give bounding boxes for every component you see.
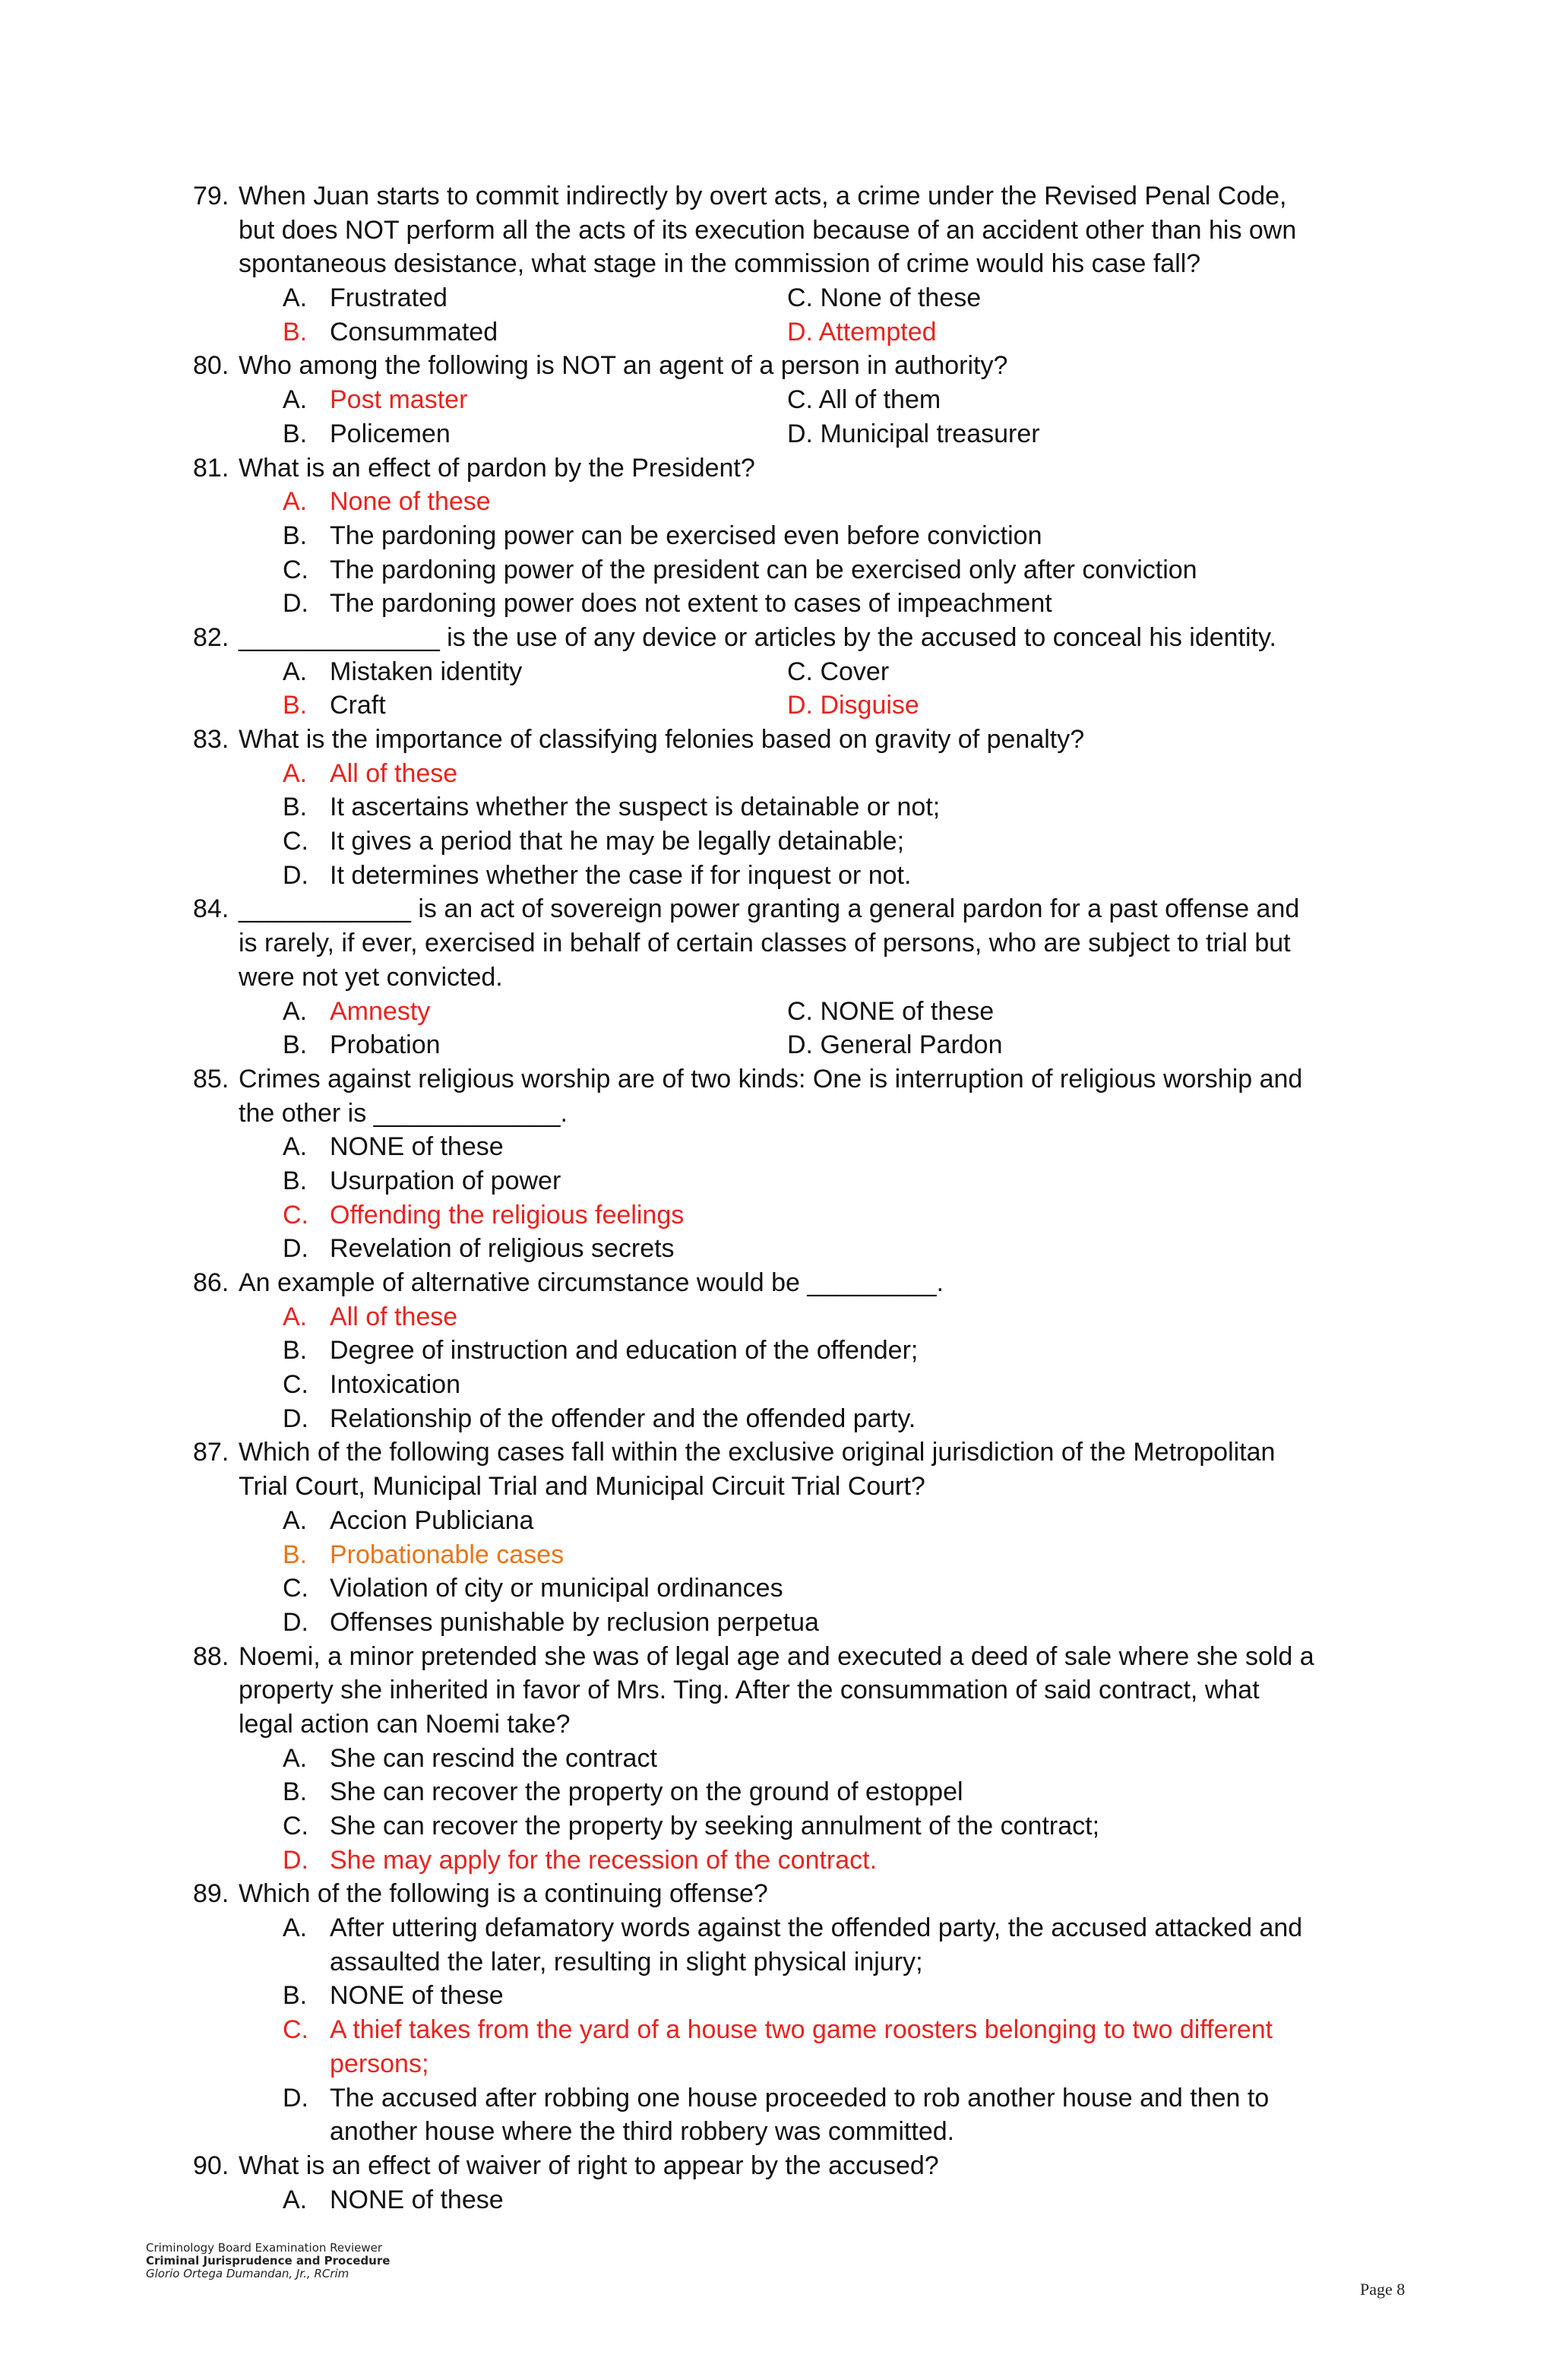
option-letter: B. <box>283 419 308 448</box>
question-line <box>0 451 1556 486</box>
question-text: An example of alternative circumstance would be _________. <box>239 1268 944 1297</box>
question-number: 88. <box>193 1641 229 1671</box>
option-text: After uttering defamatory words against the offended party, the accused attacked and <box>330 1913 1303 1943</box>
question-number: 79. <box>193 182 229 210</box>
option-text: Accion Publiciana <box>330 1505 534 1535</box>
option-text: NONE of these <box>330 2185 504 2214</box>
question-line <box>0 2149 1556 2183</box>
question-number: 87. <box>193 1438 229 1467</box>
question-number: 90. <box>193 2151 229 2180</box>
option-line <box>0 2081 1556 2116</box>
question-number: 83. <box>193 725 229 754</box>
option-line <box>0 1809 1556 1844</box>
option-text: It gives a period that he may be legally detainable; <box>330 827 905 856</box>
option-letter: D. <box>283 860 308 890</box>
option-text: The pardoning power can be exercised even before conviction <box>330 521 1042 550</box>
question-text: When Juan starts to commit indirectly by overt acts, a crime under the Revised Penal Code, <box>239 182 1287 210</box>
question-text: spontaneous desistance, what stage in the commission of crime would his case fall? <box>239 249 1201 279</box>
option-line <box>0 790 1556 824</box>
option-line <box>0 1775 1556 1809</box>
option-text: She can recover the property on the ground of estoppel <box>330 1777 963 1807</box>
option-text: The accused after robbing one house proceeded to rob another house and then to <box>330 2083 1270 2113</box>
option-line <box>0 587 1556 621</box>
question-continuation <box>0 926 1556 961</box>
option-text: Relationship of the offender and the offended party. <box>330 1404 916 1433</box>
option-letter: B. <box>283 1981 308 2011</box>
question-text: legal action can Noemi take? <box>239 1709 571 1739</box>
question-text: What is the importance of classifying felonies based on gravity of penalty? <box>239 725 1085 754</box>
question-continuation <box>0 247 1556 281</box>
option-letter: D. <box>283 2083 308 2113</box>
option-line <box>0 688 1556 723</box>
option-letter: A. <box>283 1302 308 1331</box>
option-line <box>0 281 1556 315</box>
question-line <box>0 349 1556 383</box>
option-letter: D. <box>283 589 308 619</box>
question-line <box>0 892 1556 926</box>
option-letter: B. <box>283 1540 308 1569</box>
option-letter: A. <box>283 1913 308 1943</box>
option-text: NONE of these <box>330 1132 504 1162</box>
option-text-right: D. Attempted <box>787 317 937 347</box>
question-text: but does NOT perform all the acts of its execution because of an accident other than his own <box>239 215 1297 245</box>
option-line <box>0 1334 1556 1368</box>
option-letter: C. <box>283 1370 308 1400</box>
question-list <box>0 179 1556 2217</box>
option-text: Probationable cases <box>330 1540 565 1569</box>
option-text: It ascertains whether the suspect is detainable or not; <box>330 793 941 822</box>
option-text-right: C. None of these <box>787 283 982 313</box>
option-text: Policemen <box>330 419 451 448</box>
option-text: Degree of instruction and education of the offender; <box>330 1336 919 1366</box>
option-letter: C. <box>283 2015 308 2045</box>
option-line <box>0 1945 1556 1980</box>
option-line <box>0 1538 1556 1572</box>
question-line <box>0 1266 1556 1300</box>
question-text: property she inherited in favor of Mrs. Ting. After the consummation of said contract, what <box>239 1676 1260 1705</box>
option-text: None of these <box>330 487 491 517</box>
option-letter: A. <box>283 1132 308 1162</box>
option-text: NONE of these <box>330 1981 504 2011</box>
option-line <box>0 1028 1556 1062</box>
option-line <box>0 2115 1556 2149</box>
option-line <box>0 1164 1556 1198</box>
option-line <box>0 1198 1556 1233</box>
option-text: persons; <box>330 2049 429 2078</box>
question-continuation <box>0 1097 1556 1131</box>
option-text: Violation of city or municipal ordinances <box>330 1574 783 1603</box>
option-line <box>0 1844 1556 1878</box>
option-line <box>0 383 1556 417</box>
option-text: Frustrated <box>330 283 448 313</box>
option-text: She can recover the property by seeking annulment of the contract; <box>330 1812 1100 1840</box>
option-text: Offending the religious feelings <box>330 1200 685 1230</box>
footer-author: Glorio Ortega Dumandan, Jr., RCrim <box>146 2267 349 2280</box>
option-text: She can rescind the contract <box>330 1743 657 1773</box>
option-text: Consummated <box>330 317 498 347</box>
option-text-right: D. Municipal treasurer <box>787 419 1040 448</box>
question-number: 85. <box>193 1064 229 1093</box>
option-letter: D. <box>283 1404 308 1433</box>
option-line <box>0 1606 1556 1640</box>
question-number: 84. <box>193 894 229 924</box>
option-letter: C. <box>283 827 308 856</box>
option-text-right: D. General Pardon <box>787 1030 1003 1060</box>
page-number: Page 8 <box>1360 2280 1406 2299</box>
question-number: 81. <box>193 453 229 483</box>
question-text: Which of the following is a continuing offense? <box>239 1879 768 1909</box>
option-text: All of these <box>330 758 458 788</box>
option-text: The pardoning power of the president can be exercised only after conviction <box>330 555 1197 584</box>
option-line <box>0 485 1556 519</box>
option-line <box>0 1742 1556 1776</box>
question-continuation <box>0 961 1556 995</box>
option-letter: A. <box>283 1743 308 1773</box>
question-text: ____________ is an act of sovereign power granting a general pardon for a past offense and <box>239 894 1300 924</box>
option-text: Amnesty <box>330 996 431 1026</box>
question-text: the other is _____________. <box>239 1098 568 1128</box>
option-text: another house where the third robbery was committed. <box>330 2117 955 2147</box>
option-text: Mistaken identity <box>330 657 523 686</box>
option-line <box>0 2013 1556 2047</box>
option-line <box>0 757 1556 791</box>
question-number: 86. <box>193 1268 229 1297</box>
question-text: is rarely, if ever, exercised in behalf of certain classes of persons, who are subject to trial but <box>239 929 1291 958</box>
option-line <box>0 417 1556 451</box>
option-text: Intoxication <box>330 1370 460 1400</box>
question-line <box>0 1062 1556 1097</box>
question-text: were not yet convicted. <box>239 962 503 992</box>
option-line <box>0 1368 1556 1402</box>
option-letter: B. <box>283 1166 308 1195</box>
option-line <box>0 519 1556 553</box>
option-letter: B. <box>283 1030 308 1060</box>
option-letter: A. <box>283 385 308 415</box>
question-text: Who among the following is NOT an agent of a person in authority? <box>239 351 1008 381</box>
question-number: 80. <box>193 351 229 381</box>
option-letter: B. <box>283 1777 308 1807</box>
option-letter: B. <box>283 793 308 822</box>
option-line <box>0 1979 1556 2013</box>
option-text: She may apply for the recession of the contract. <box>330 1845 878 1875</box>
question-text: Noemi, a minor pretended she was of legal age and executed a deed of sale where she sold a <box>239 1641 1314 1671</box>
option-letter: B. <box>283 1336 308 1366</box>
option-text-right: D. Disguise <box>787 691 919 720</box>
option-letter: A. <box>283 758 308 788</box>
question-text: What is an effect of waiver of right to appear by the accused? <box>239 2151 939 2180</box>
option-letter: B. <box>283 317 308 347</box>
option-text: All of these <box>330 1302 458 1331</box>
question-text: What is an effect of pardon by the President? <box>239 453 755 483</box>
question-line <box>0 1640 1556 1674</box>
option-line <box>0 315 1556 350</box>
question-line <box>0 723 1556 757</box>
option-letter: D. <box>283 1607 308 1637</box>
option-letter: C. <box>283 1574 308 1603</box>
option-letter: C. <box>283 1812 308 1840</box>
question-number: 82. <box>193 622 229 652</box>
option-line <box>0 1130 1556 1164</box>
question-text: Crimes against religious worship are of two kinds: One is interruption of religious worship and <box>239 1064 1303 1093</box>
question-continuation <box>0 214 1556 248</box>
document-footer <box>146 2242 390 2280</box>
option-letter: A. <box>283 487 308 517</box>
option-text: Usurpation of power <box>330 1166 561 1195</box>
question-text: Trial Court, Municipal Trial and Municipal Circuit Trial Court? <box>239 1472 925 1502</box>
option-letter: A. <box>283 996 308 1026</box>
question-text: Which of the following cases fall within the exclusive original jurisdiction of the Metropolitan <box>239 1438 1276 1467</box>
option-line <box>0 655 1556 689</box>
option-text: It determines whether the case if for inquest or not. <box>330 860 912 890</box>
question-line <box>0 621 1556 655</box>
question-continuation <box>0 1470 1556 1504</box>
option-text: Craft <box>330 691 386 720</box>
option-text: Revelation of religious secrets <box>330 1234 675 1264</box>
option-letter: A. <box>283 1505 308 1535</box>
option-line <box>0 1911 1556 1945</box>
question-line <box>0 1877 1556 1911</box>
option-text: Post master <box>330 385 468 415</box>
option-letter: B. <box>283 691 308 720</box>
option-letter: A. <box>283 283 308 313</box>
question-line <box>0 1435 1556 1470</box>
option-text: Offenses punishable by reclusion perpetua <box>330 1607 819 1637</box>
question-text: ______________ is the use of any device or articles by the accused to conceal his identity. <box>239 622 1276 652</box>
option-line <box>0 1571 1556 1606</box>
footer-reviewer-title: Criminology Board Examination Reviewer <box>146 2241 383 2255</box>
question-number: 89. <box>193 1879 229 1909</box>
question-continuation <box>0 1707 1556 1742</box>
option-letter: B. <box>283 521 308 550</box>
option-text-right: C. NONE of these <box>787 996 995 1026</box>
option-letter: D. <box>283 1845 308 1875</box>
option-letter: A. <box>283 657 308 686</box>
option-line <box>0 2047 1556 2081</box>
option-letter: C. <box>283 1200 308 1230</box>
option-text-right: C. All of them <box>787 385 941 415</box>
option-letter: C. <box>283 555 308 584</box>
option-line <box>0 553 1556 587</box>
option-line <box>0 824 1556 859</box>
question-continuation <box>0 1673 1556 1707</box>
option-line <box>0 2183 1556 2217</box>
question-line <box>0 179 1556 214</box>
option-line <box>0 859 1556 893</box>
option-text: The pardoning power does not extent to cases of impeachment <box>330 589 1052 619</box>
option-text: A thief takes from the yard of a house two game roosters belonging to two different <box>330 2015 1273 2045</box>
option-line <box>0 1232 1556 1266</box>
option-line <box>0 995 1556 1029</box>
option-letter: A. <box>283 2185 308 2214</box>
option-letter: D. <box>283 1234 308 1264</box>
footer-subject: Criminal Jurisprudence and Procedure <box>146 2254 391 2268</box>
option-text-right: C. Cover <box>787 657 890 686</box>
option-line <box>0 1504 1556 1538</box>
option-line <box>0 1402 1556 1436</box>
option-text: assaulted the later, resulting in slight physical injury; <box>330 1947 923 1976</box>
option-line <box>0 1300 1556 1334</box>
option-text: Probation <box>330 1030 441 1060</box>
